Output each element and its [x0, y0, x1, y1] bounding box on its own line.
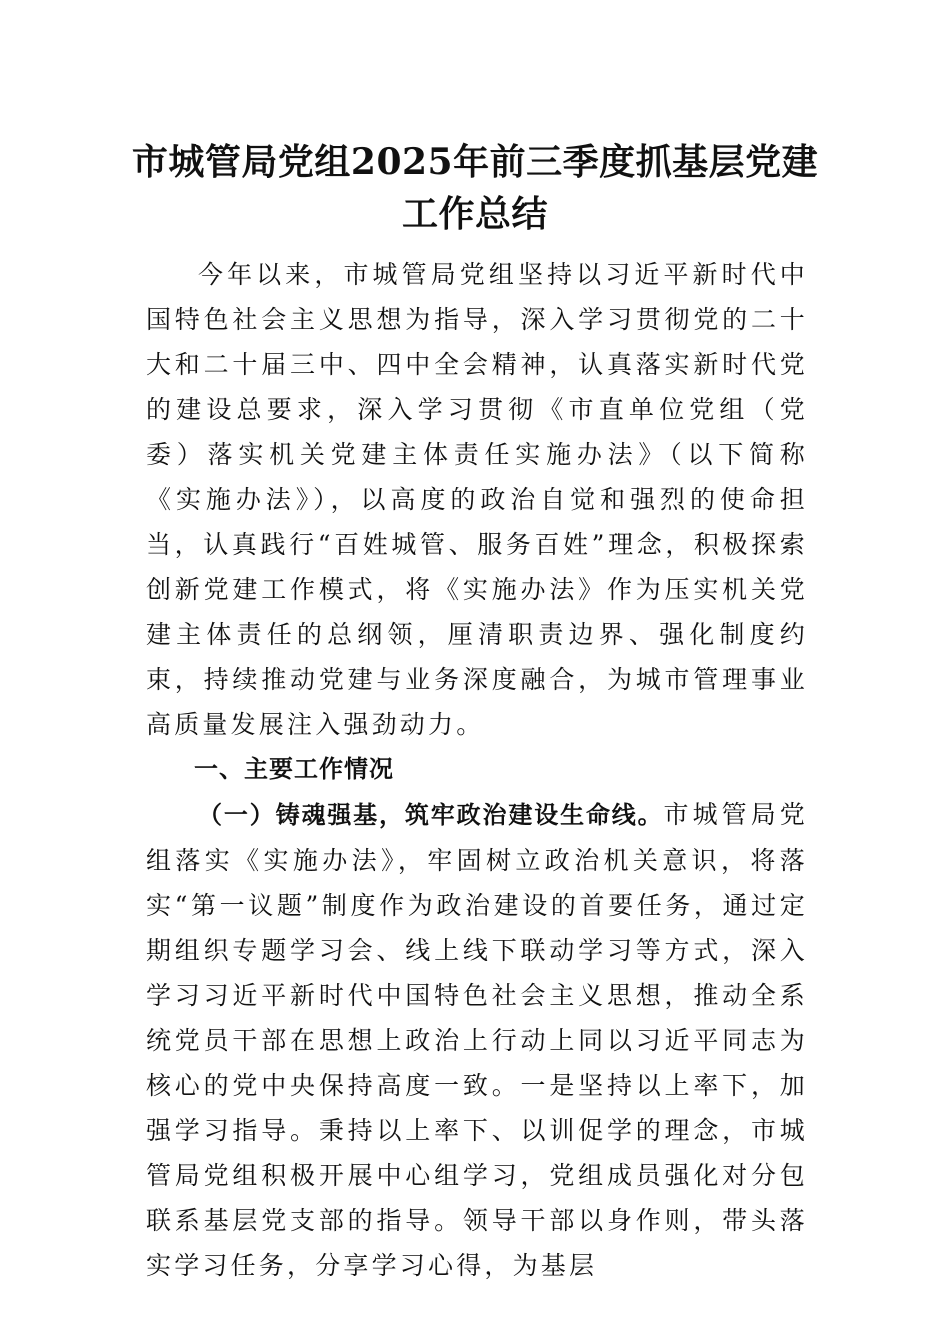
document-title [100, 136, 850, 240]
title-line-1: 市城管局党组2025年前三季度抓基层党建 [131, 141, 819, 184]
title-line-2: 工作总结 [401, 193, 548, 236]
document-body [146, 252, 808, 1288]
section-heading: 一、主要工作情况 [194, 755, 394, 783]
intro-paragraph: 今年以来，市城管局党组坚持以习近平新时代中国特色社会主义思想为指导，深入学习贯彻党的二十大和二十届三中、四中全会精神，认真落实新时代党的建设总要求，深入学习贯彻《市直单位党组（党委）落实机关党建主体责任实施办法》（以下简称《实施办法》），以高度的政治自觉和强烈的使命担当，认真践行“百姓城管、服务百姓”理念，积极探索创新党建工作模式，将《实施办法》作为压实机关党建主体责任的总纲领，厘清职责边界、强化制度约束，持续推动党建与业务深度融合，为城市管理事业高质量发展注入强劲动力。 [146, 260, 808, 739]
subsection-paragraph [146, 792, 808, 1288]
subsection-heading: （一）铸魂强基，筑牢政治建设生命线。 [198, 801, 664, 829]
subsection-body: 市城管局党组落实《实施办法》，牢固树立政治机关意识，将落实“第一议题”制度作为政治建设的首要任务，通过定期组织专题学习会、线上线下联动学习等方式，深入学习习近平新时代中国特色社会主义思想，推动全系统党员干部在思想上政治上行动上同以习近平同志为核心的党中央保持高度一致。一是坚持以上率下，加强学习指导。秉持以上率下、以训促学的理念，市城管局党组积极开展中心组学习，党组成员强化对分包联系基层党支部的指导。领导干部以身作则，带头落实学习任务，分享学习心得，为基层 [146, 800, 808, 1280]
